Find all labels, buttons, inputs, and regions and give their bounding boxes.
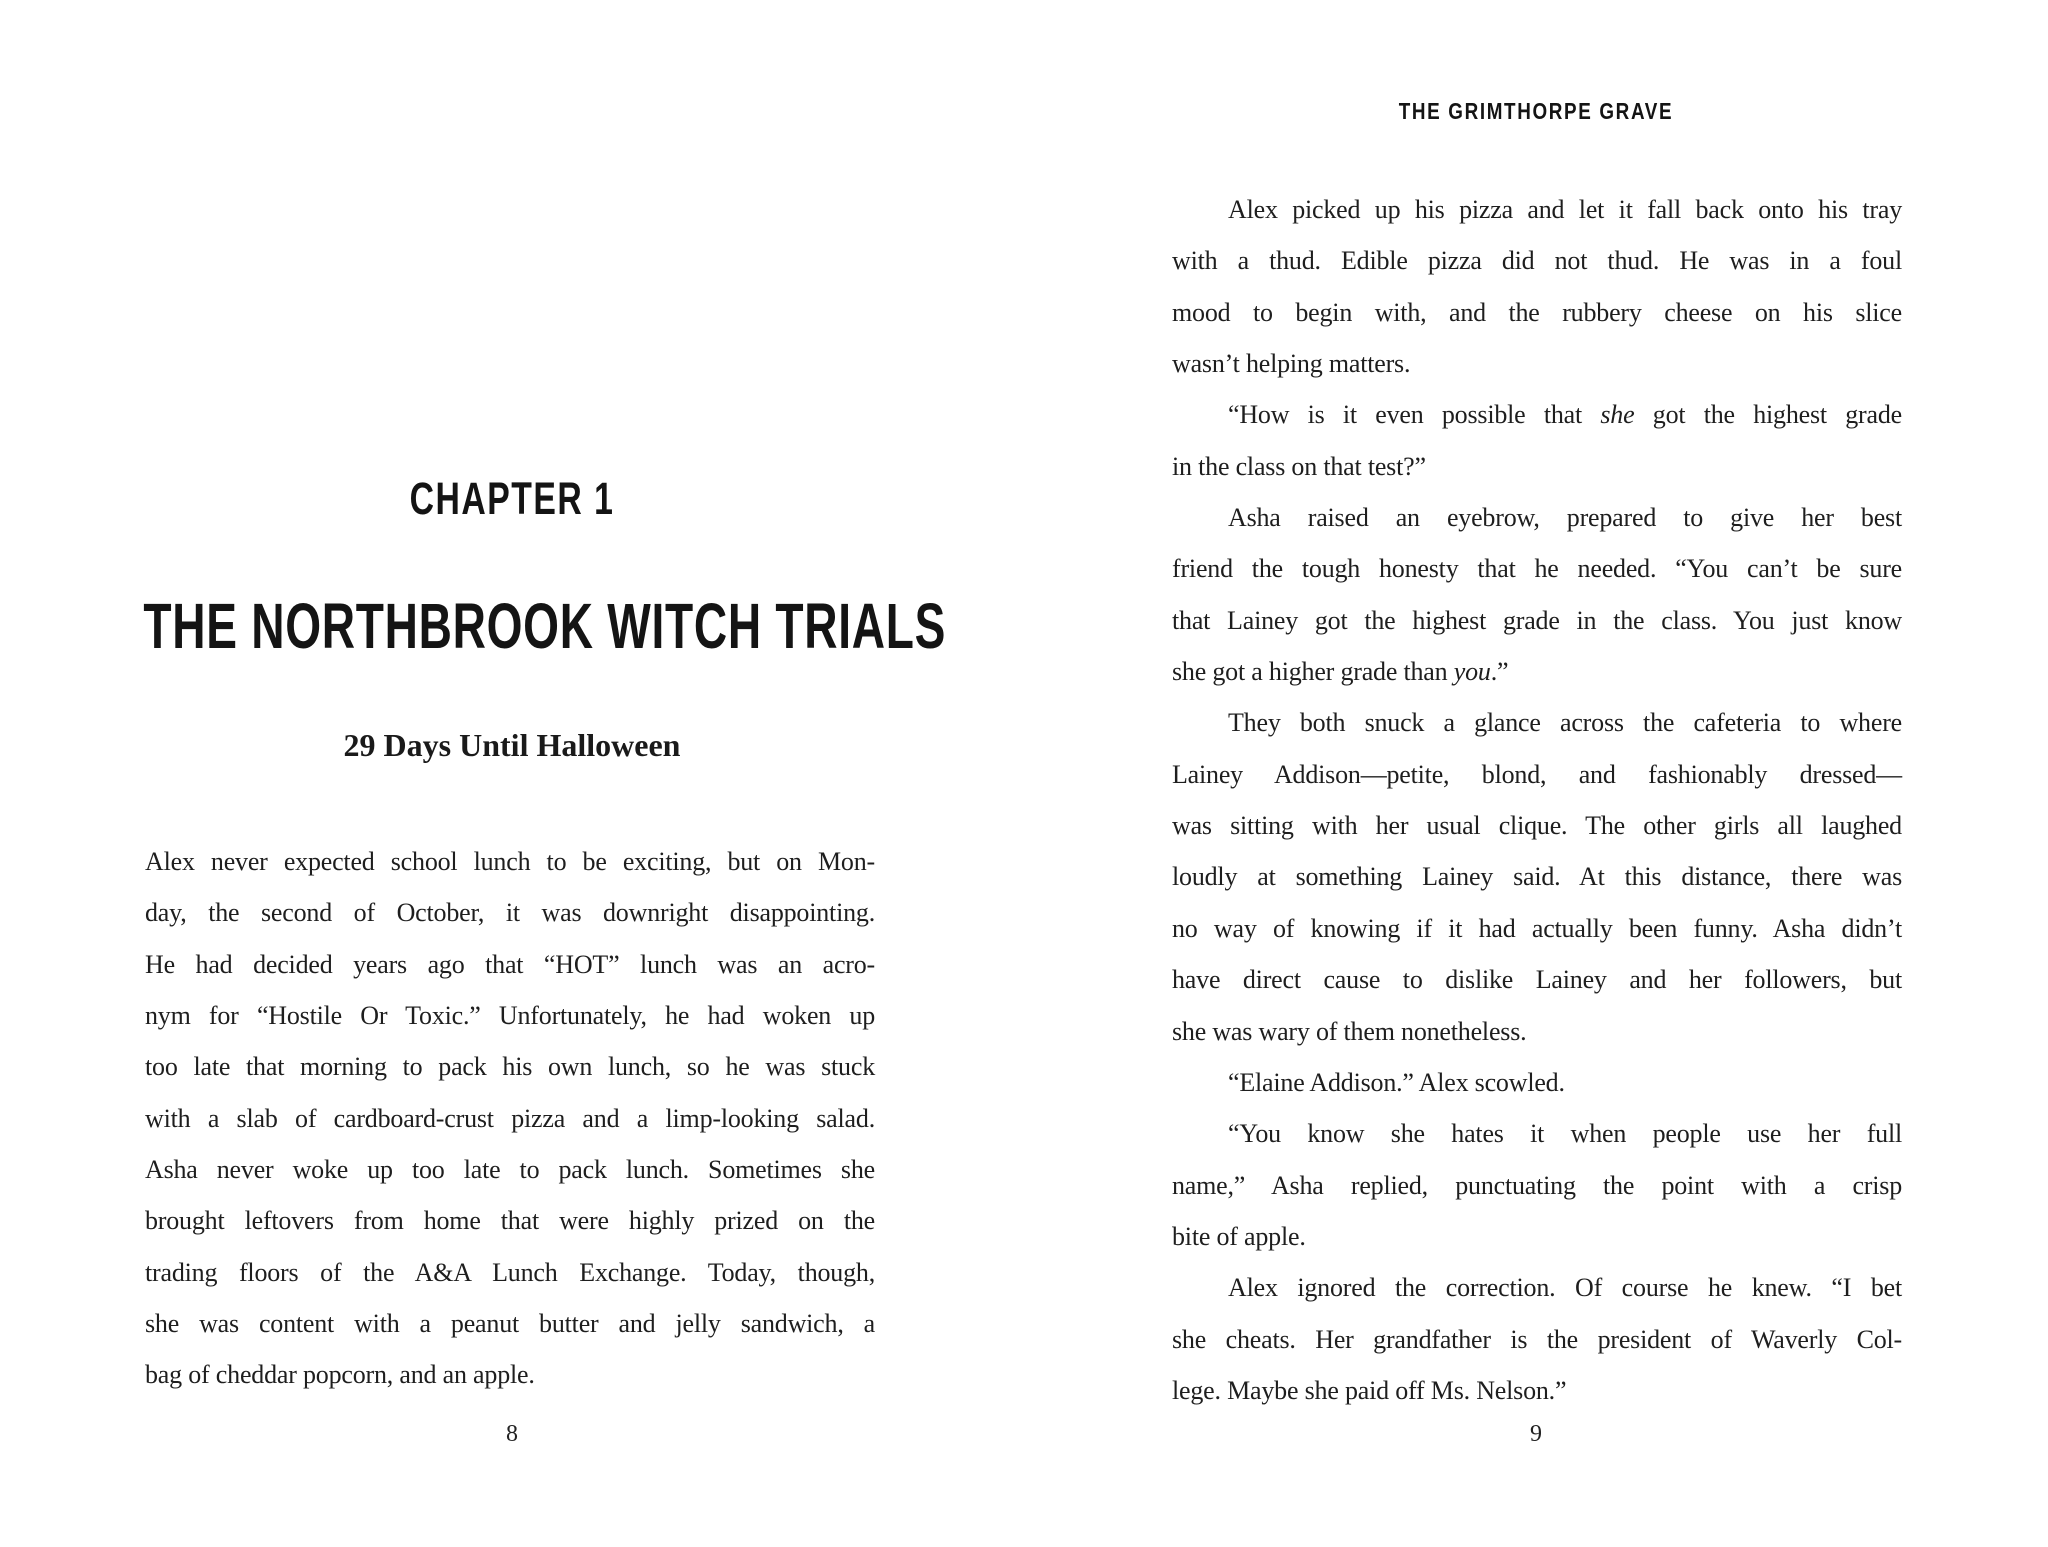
text-segment: too late that morning to pack his own lunch, so he was stuck [145,1052,875,1082]
text-line [1172,287,1902,338]
text-line [145,1093,875,1144]
right-page [1024,0,2048,1547]
text-segment: she got a higher grade than [1172,657,1454,687]
text-line [1172,1160,1902,1211]
text-line [1172,389,1902,440]
text-segment: bite of apple. [1172,1221,1306,1251]
text-line [1172,1108,1902,1159]
text-segment: Asha raised an eyebrow, prepared to give her best [1228,503,1902,533]
text-segment: name,” Asha replied, punctuating the point with a crisp [1172,1170,1902,1200]
italic-text: she [1600,400,1635,430]
text-segment: bag of cheddar popcorn, and an apple. [145,1360,535,1390]
right-page-body-text [1172,184,1902,1416]
text-line [1172,235,1902,286]
text-segment: trading floors of the A&A Lunch Exchange. Today, though, [145,1257,875,1287]
text-line [1172,1006,1902,1057]
text-segment: with a slab of cardboard-crust pizza and a limp-looking salad. [145,1103,875,1133]
text-segment: got the highest grade [1634,400,1902,430]
text-line [145,1298,875,1349]
text-segment: Lainey Addison—petite, blond, and fashionably dressed— [1172,759,1902,789]
text-line [1172,1262,1902,1313]
text-line [1172,1314,1902,1365]
text-segment: Alex never expected school lunch to be exciting, but on Mon- [145,847,875,876]
text-line [145,1195,875,1246]
text-segment: “How is it even possible that [1228,400,1601,430]
text-line [1172,1057,1902,1108]
text-line [1172,543,1902,594]
text-segment: friend the tough honesty that he needed. “You can’t be sure [1172,554,1902,584]
text-line [1172,851,1902,902]
text-segment: mood to begin with, and the rubbery cheese on his slice [1172,297,1902,327]
text-segment: Alex picked up his pizza and let it fall back onto his tray [1228,195,1902,224]
text-segment: “You know she hates it when people use her full [1228,1119,1902,1149]
text-segment: Alex ignored the correction. Of course he knew. “I bet [1228,1273,1902,1303]
text-segment: He had decided years ago that “HOT” lunch was an acro- [145,949,875,979]
text-segment: she was content with a peanut butter and jelly sandwich, a [145,1309,875,1339]
text-segment: have direct cause to dislike Lainey and her followers, but [1172,965,1902,995]
text-segment: brought leftovers from home that were highly prized on the [145,1206,875,1236]
text-segment: that Lainey got the highest grade in the class. You just know [1172,605,1902,635]
text-line [1172,441,1902,492]
text-segment: no way of knowing if it had actually been funny. Asha didn’t [1172,913,1902,943]
text-line [1172,954,1902,1005]
text-line [1172,749,1902,800]
text-line [145,1247,875,1298]
running-header: THE GRIMTHORPE GRAVE [1398,98,1674,124]
text-line [1172,492,1902,543]
text-line [1172,1365,1902,1416]
text-line [1172,595,1902,646]
text-segment: wasn’t helping matters. [1172,349,1411,379]
text-segment: in the class on that test?” [1172,451,1426,481]
text-segment: she was wary of them nonetheless. [1172,1016,1527,1046]
text-line [1172,800,1902,851]
text-segment: she cheats. Her grandfather is the president of Waverly Col- [1172,1324,1902,1354]
italic-text: you [1453,657,1491,687]
text-segment: day, the second of October, it was downright disappointing. [145,898,875,928]
text-segment: They both snuck a glance across the cafeteria to where [1228,708,1902,738]
text-segment: with a thud. Edible pizza did not thud. He was in a foul [1172,246,1902,276]
text-line [1172,184,1902,235]
text-segment: was sitting with her usual clique. The other girls all laughed [1172,811,1902,841]
text-segment: nym for “Hostile Or Toxic.” Unfortunately, he had woken up [145,1001,875,1031]
text-line [145,1144,875,1195]
text-line [145,836,875,887]
text-line [1172,646,1902,697]
text-line [145,990,875,1041]
text-segment: “Elaine Addison.” Alex scowled. [1228,1067,1565,1097]
text-line [1172,1211,1902,1262]
text-line [145,887,875,938]
chapter-label: CHAPTER 1 [409,473,615,524]
left-page-number: 8 [506,1421,518,1447]
text-segment: Asha never woke up too late to pack lunch. Sometimes she [145,1155,875,1185]
text-segment: loudly at something Lainey said. At this distance, there was [1172,862,1902,892]
text-segment: .” [1490,657,1509,687]
left-page-body-text [145,836,875,1401]
text-line [1172,903,1902,954]
text-segment: lege. Maybe she paid off Ms. Nelson.” [1172,1375,1567,1405]
text-line [145,939,875,990]
chapter-subtitle: 29 Days Until Halloween [343,727,681,763]
text-line [145,1041,875,1092]
chapter-title: THE NORTHBROOK WITCH TRIALS [143,590,947,662]
right-page-number: 9 [1530,1421,1542,1447]
text-line [1172,697,1902,748]
text-line [145,1349,875,1400]
text-line [1172,338,1902,389]
